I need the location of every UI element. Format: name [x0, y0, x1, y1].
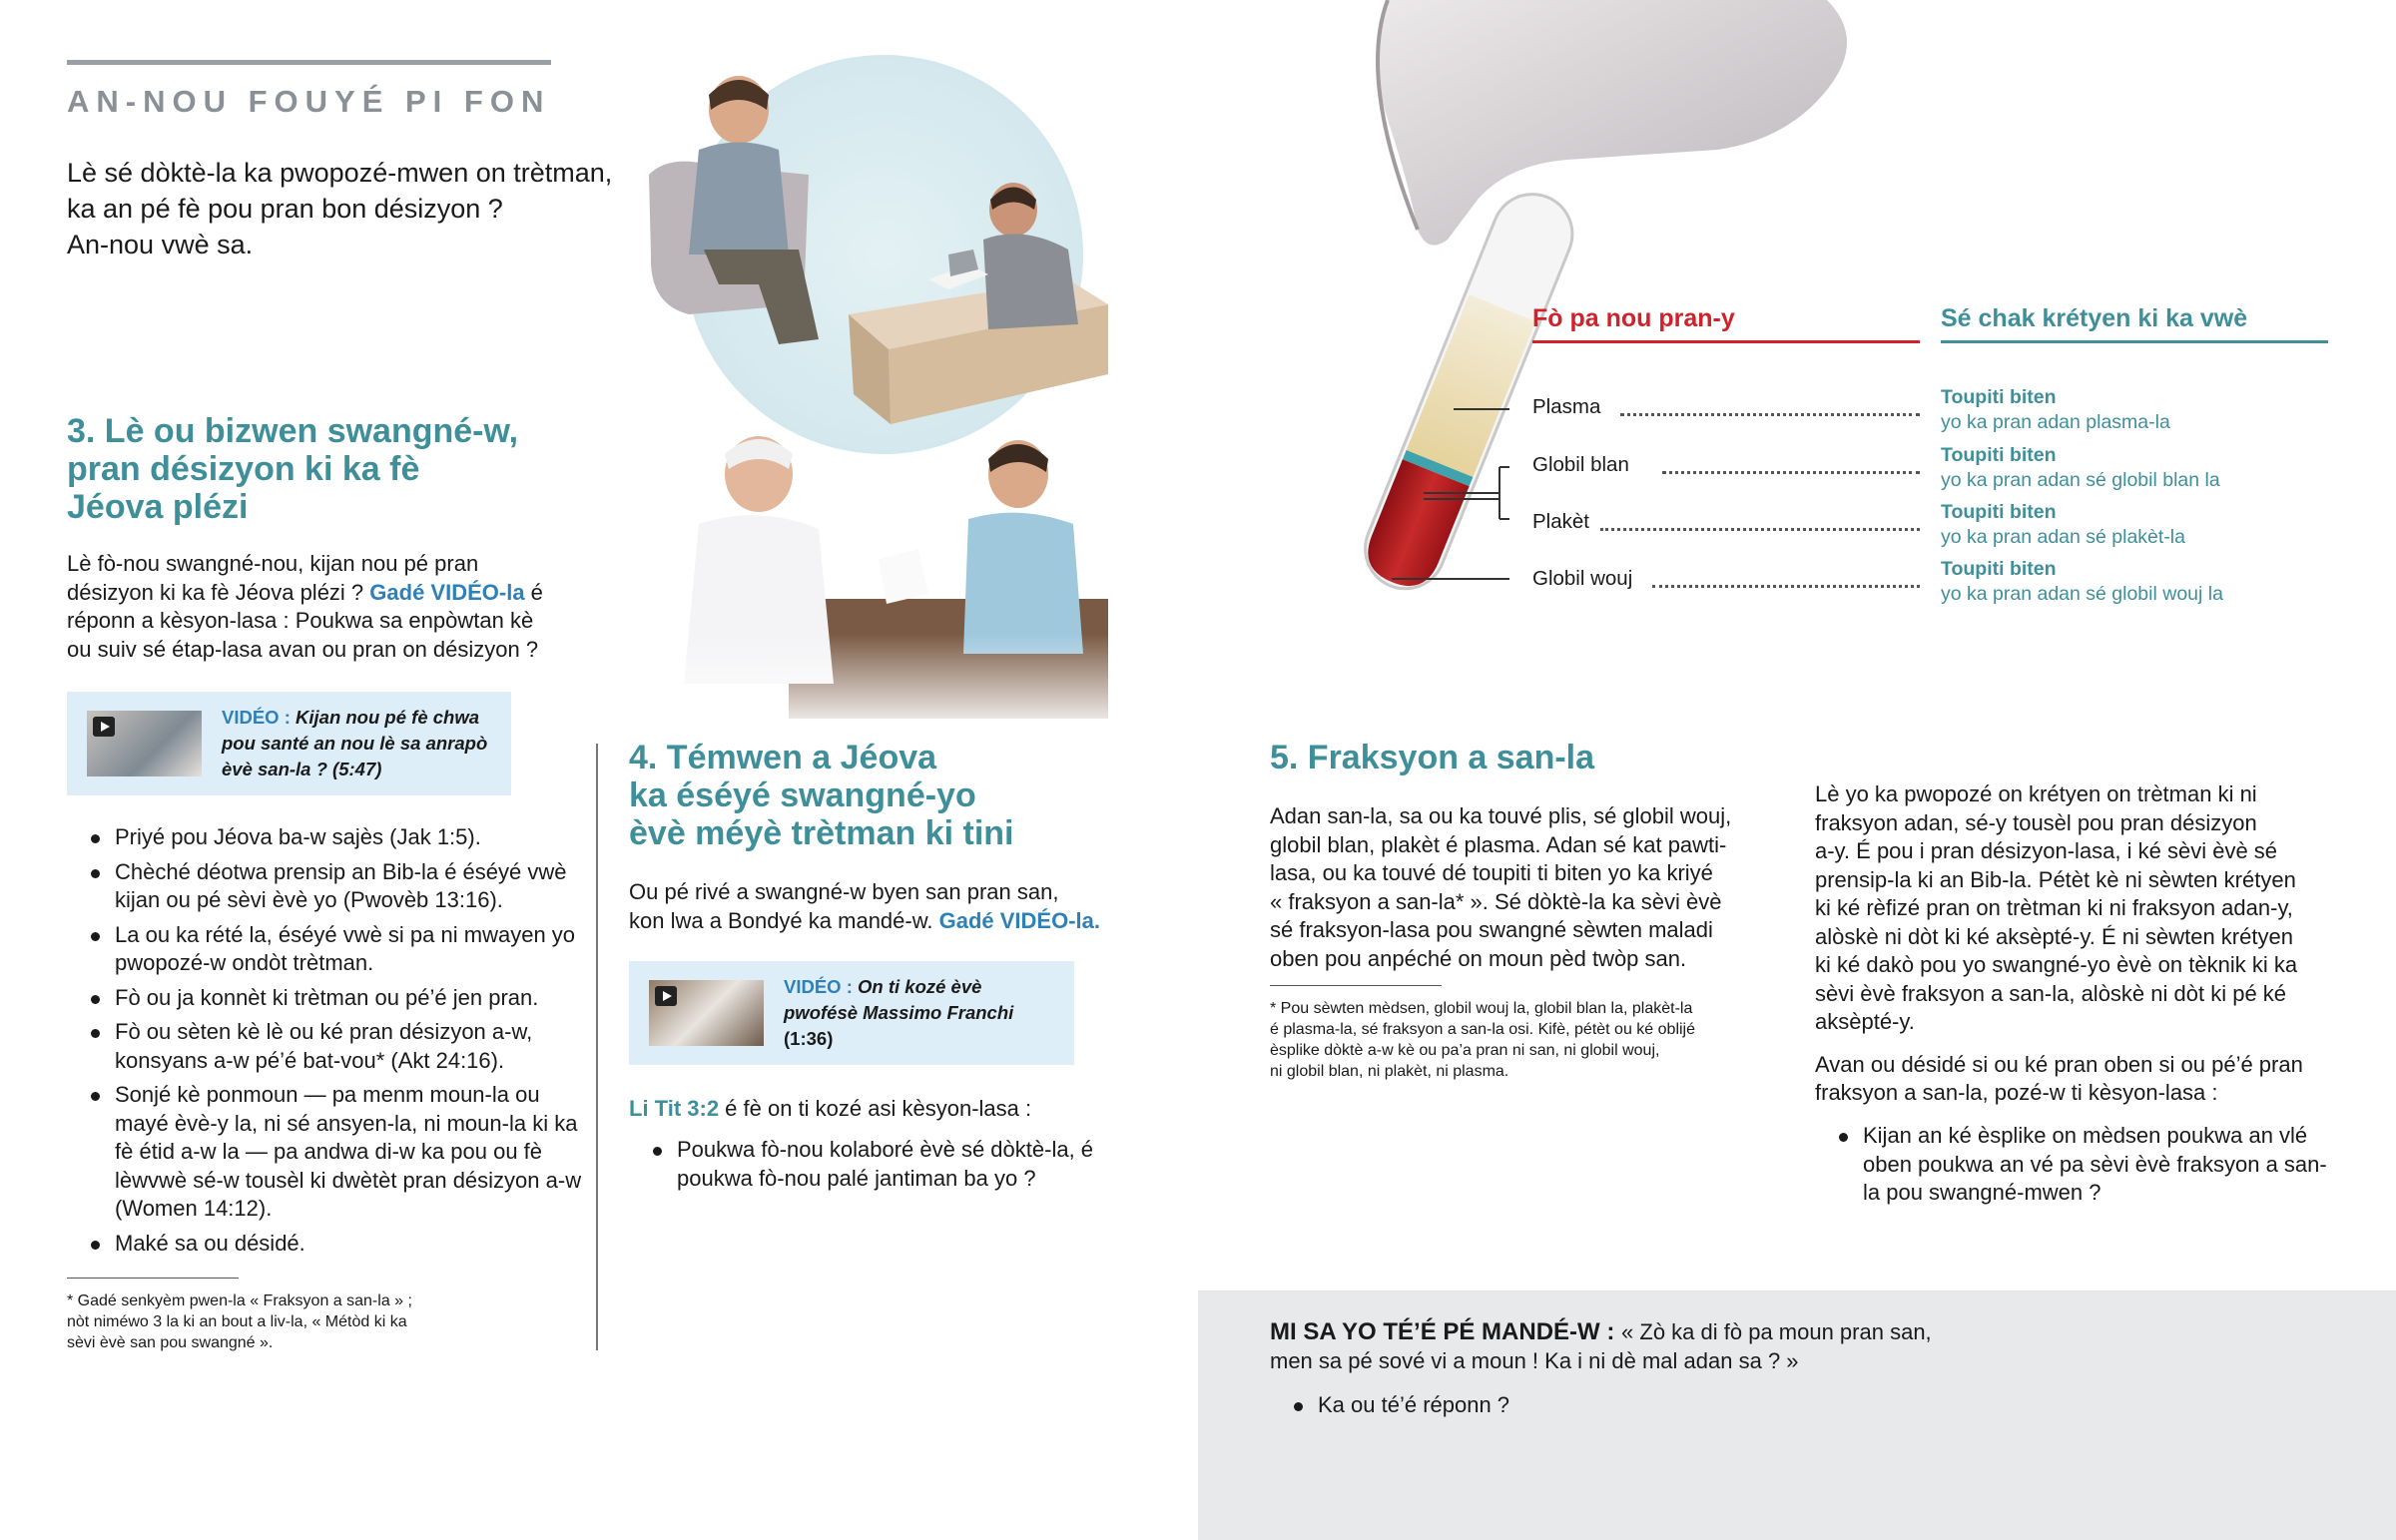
footnote-line: sèvi èvè san pou swangné ».: [67, 1334, 274, 1351]
chart-header-teal-rule: [1941, 340, 2328, 343]
footnote-line: * Pou sèwten mèdsen, globil wouj la, globil blan la, plakèt-la: [1270, 1000, 1693, 1017]
video-link[interactable]: Gadé VIDÉO-la: [369, 579, 525, 605]
patient-sweater: [963, 513, 1083, 654]
text-line: « fraksyon a san-la* ». Sé dòktè-la ka sèvi èvè: [1270, 888, 1722, 914]
fraction-text: yo ka pran adan sé globil wouj la: [1941, 583, 2223, 605]
dotted-leader: [1620, 413, 1920, 416]
text-line: a-y. É pou i pran désizyon-lasa, i ké sèvi èvè sé: [1815, 838, 2278, 863]
heading-line: èvè méyè trètman ki tini: [629, 814, 1014, 852]
video-label: VIDÉO :: [222, 707, 297, 728]
fraction-red-cells: [1941, 557, 2223, 607]
top-rule: [67, 60, 551, 65]
text-span: « Zò ka di fò pa moun pran san,: [1621, 1319, 1932, 1344]
component-plasma: Plasma: [1532, 395, 1601, 418]
fraction-platelets: [1941, 500, 2185, 550]
list-item: Chèché déotwa prensip an Bib-la é éséyé vwè kijan ou pé sèvi èvè yo (Pwovèb 13:16).: [67, 858, 586, 915]
fraction-text: yo ka pran adan sé globil blan la: [1941, 469, 2220, 491]
text-line: sé fraksyon-lasa pou swangné sèwten maladi: [1270, 917, 1713, 942]
video-card-1[interactable]: [67, 692, 511, 795]
video-link[interactable]: Gadé VIDÉO-la.: [938, 907, 1101, 933]
text-line: ki ké dakò pou yo swangné-yo èvè on tèknik ki ka: [1815, 952, 2298, 977]
section3-footnote: [67, 1290, 506, 1353]
intro-text: [67, 155, 656, 262]
doctor-consultation-illustration: [629, 55, 1148, 734]
section4-reference: [629, 1095, 1168, 1124]
fraction-plasma: [1941, 385, 2170, 435]
man-torso: [689, 143, 789, 256]
text-span: désizyon ki ka fè Jéova plézi ?: [67, 579, 370, 605]
text-line: [67, 579, 606, 608]
list-item: La ou ka rété la, éséyé vwè si pa ni mwayen yo pwopozé-w ondòt trètman.: [67, 921, 586, 978]
text-line: aksèpté-y.: [1815, 1009, 1915, 1034]
section-label: AN-NOU FOUYÉ PI FON: [67, 84, 551, 119]
text-line: [629, 907, 1168, 936]
fraction-title: Toupiti biten: [1941, 444, 2057, 466]
footnote-rule: [67, 1278, 239, 1279]
video-caption-line: [222, 705, 487, 731]
list-item: Priyé pou Jéova ba-w sajès (Jak 1:5).: [67, 823, 586, 852]
text-line: lasa, ou ka touvé dé toupiti ti biten yo ka kriyé: [1270, 860, 1713, 885]
footnote-line: é plasma-la, sé fraksyon a san-la osi. Kifè, pétèt ou ké oblijé: [1270, 1021, 1695, 1038]
heading-line: 4. Témwen a Jéova: [629, 739, 937, 776]
fraction-text: yo ka pran adan sé plakèt-la: [1941, 526, 2185, 548]
video-title: On ti kozé èvè: [858, 976, 982, 997]
question-line: [1270, 1318, 2069, 1347]
list-item: Ka ou té’é réponn ?: [1270, 1391, 1969, 1420]
component-white-cells: Globil blan: [1532, 453, 1629, 476]
play-icon[interactable]: [93, 717, 115, 737]
section4-heading: [629, 739, 1168, 852]
fraction-title: Toupiti biten: [1941, 386, 2057, 408]
text-line: sèvi èvè fraksyon a san-la, alòskè ni dòt ki pé ké: [1815, 980, 2287, 1006]
video-title: pou santé an nou lè sa anrapò: [222, 733, 488, 754]
section3-heading: [67, 412, 626, 526]
fade-overlay: [629, 634, 1148, 734]
question-line: men sa pé sové vi a moun ! Ka i ni dè mal adan sa ? »: [1270, 1347, 1799, 1373]
text-line: ki ké rèfizé pran on trètman ki ni fraksyon adan-y,: [1815, 895, 2293, 920]
video-title: Kijan nou pé fè chwa: [296, 707, 480, 728]
video-caption-line: [784, 974, 1013, 1000]
list-item: Kijan an ké èsplike on mèdsen poukwa an vlé oben poukwa an vé pa sèvi èvè fraksyon a san-la pou swangné-mwen ?: [1815, 1122, 2334, 1208]
text-line: fraksyon a san-la, pozé-w ti kèsyon-lasa :: [1815, 1080, 2218, 1105]
list-item: Poukwa fò-nou kolaboré èvè sé dòktè-la, é poukwa fò-nou palé jantiman ba yo ?: [629, 1136, 1098, 1193]
text-line: ou suiv sé étap-lasa avan ou pran on désizyon ?: [67, 636, 539, 662]
video-caption-line: [222, 757, 487, 782]
play-icon[interactable]: [655, 986, 677, 1006]
text-line: prensip-la ki an Bib-la. Pétèt kè ni sèwten krétyen: [1815, 866, 2296, 892]
text-line: oben pou anpéché on moun pèd twòp san.: [1270, 945, 1687, 971]
section4-paragraph: [629, 878, 1168, 935]
fraction-title: Toupiti biten: [1941, 558, 2057, 580]
man2-torso: [983, 234, 1078, 329]
dotted-leader: [1652, 585, 1920, 588]
footnote-line: èsplike dòktè a-w kè ou pa’a pran ni san, ni globil wouj,: [1270, 1042, 1660, 1059]
column-divider: [596, 744, 598, 1350]
text-line: Adan san-la, sa ou ka touvé plis, sé globil wouj,: [1270, 803, 1732, 828]
intro-line: Lè sé dòktè-la ka pwopozé-mwen on trètman,: [67, 158, 613, 188]
video-caption: [784, 974, 1013, 1052]
intro-line: An-nou vwè sa.: [67, 230, 254, 259]
video-title: èvè san-la ? (5:47): [222, 759, 382, 779]
video-card-2[interactable]: [629, 961, 1074, 1065]
video-thumbnail[interactable]: [87, 711, 202, 776]
list-item: Maké sa ou désidé.: [67, 1230, 586, 1259]
video-caption-line: [784, 1026, 1013, 1052]
component-platelets: Plakèt: [1532, 510, 1589, 533]
patient-paper: [879, 549, 928, 604]
text-span: kon lwa a Bondyé ka mandé-w.: [629, 907, 939, 933]
fraction-white-cells: [1941, 443, 2220, 493]
video-thumbnail[interactable]: [649, 980, 764, 1046]
text-line: fraksyon adan, sé-y tousèl pou pran désizyon: [1815, 809, 2257, 835]
video-label: VIDÉO :: [784, 976, 859, 997]
fraction-text: yo ka pran adan plasma-la: [1941, 411, 2170, 433]
fraction-title: Toupiti biten: [1941, 501, 2057, 523]
text-line: alòskè ni dòt ki ké aksèpté-y. É ni sèwten krétyen: [1815, 923, 2293, 949]
text-line: Ou pé rivé a swangné-w byen san pran san,: [629, 879, 1059, 904]
test-tube: [1353, 182, 1584, 600]
text-line: Lè yo ka pwopozé on krétyen on trètman ki ni: [1815, 781, 2257, 806]
video-caption-line: [784, 1000, 1013, 1026]
question-text: [1270, 1318, 2069, 1375]
dotted-leader: [1662, 471, 1920, 474]
dotted-leader: [1600, 528, 1920, 531]
video-duration: (1:36): [784, 1028, 834, 1049]
footnote-line: ni globil blan, ni plakèt, ni plasma.: [1270, 1063, 1509, 1080]
list-item: Fò ou sèten kè lè ou ké pran désizyon a-w, konsyans a-w pé’é bat-vou* (Akt 24:16).: [67, 1018, 586, 1075]
question-bullets: [1270, 1391, 1969, 1426]
section5-paragraph-2: [1815, 780, 2374, 1108]
scripture-reference[interactable]: Li Tit 3:2: [629, 1096, 720, 1121]
text-line: Avan ou désidé si ou ké pran oben si ou pé’é pran: [1815, 1051, 2303, 1077]
section5-footnote: [1270, 998, 1789, 1082]
section5-heading: 5. Fraksyon a san-la: [1270, 739, 1595, 776]
list-item: Fò ou ja konnèt ki trètman ou pé’é jen pran.: [67, 984, 586, 1013]
text-span: é: [524, 579, 543, 605]
section3-paragraph: [67, 550, 606, 664]
footnote-line: nòt niméwo 3 la ki an bout a liv-la, « Métòd ki ka: [67, 1313, 407, 1330]
section4-bullets: [629, 1136, 1098, 1199]
footnote-line: * Gadé senkyèm pwen-la « Fraksyon a san-la » ;: [67, 1292, 412, 1309]
chart-header-personal-decision: Sé chak krétyen ki ka vwè: [1941, 304, 2248, 332]
heading-line: pran désizyon ki ka fè: [67, 450, 420, 488]
question-label: MI SA YO TÉ’É PÉ MANDÉ-W :: [1270, 1318, 1622, 1345]
text-line: réponn a kèsyon-lasa : Poukwa sa enpòwtan kè: [67, 608, 534, 633]
text-line: globil blan, plakèt é plasma. Adan sé kat pawti-: [1270, 831, 1727, 857]
video-caption-line: [222, 731, 487, 757]
heading-line: 3. Lè ou bizwen swangné-w,: [67, 412, 519, 450]
text-line: Lè fò-nou swangné-nou, kijan nou pé pran: [67, 551, 479, 576]
list-item: Sonjé kè ponmoun — pa menm moun-la ou mayé èvè-y la, ni sé ansyen-la, ni moun-la ki ka fè étid a-w la — pa andwa di-w ka pou ou fè lèwvwè sé-w tousèl ki dwètèt pran désizyon a-w (Women 14:12).: [67, 1081, 586, 1224]
gloved-hand: [1378, 0, 1847, 246]
chart-header-red-rule: [1532, 340, 1920, 343]
chart-header-not-accepted: Fò pa nou pran-y: [1532, 304, 1735, 332]
video-caption: [222, 705, 487, 782]
footnote-rule: [1270, 985, 1442, 986]
intro-line: ka an pé fè pou pran bon désizyon ?: [67, 194, 503, 224]
component-red-cells: Globil wouj: [1532, 567, 1633, 590]
text-span: é fè on ti kozé asi kèsyon-lasa :: [719, 1096, 1032, 1121]
section3-bullets: [67, 823, 586, 1264]
section5-paragraph: [1270, 802, 1809, 973]
section5-bullets: [1815, 1122, 2334, 1214]
plasma-layer: [1406, 294, 1535, 479]
heading-line: ka éséyé swangné-yo: [629, 776, 976, 814]
heading-line: Jéova plézi: [67, 488, 249, 526]
video-title: pwofésè Massimo Franchi: [784, 1002, 1014, 1023]
